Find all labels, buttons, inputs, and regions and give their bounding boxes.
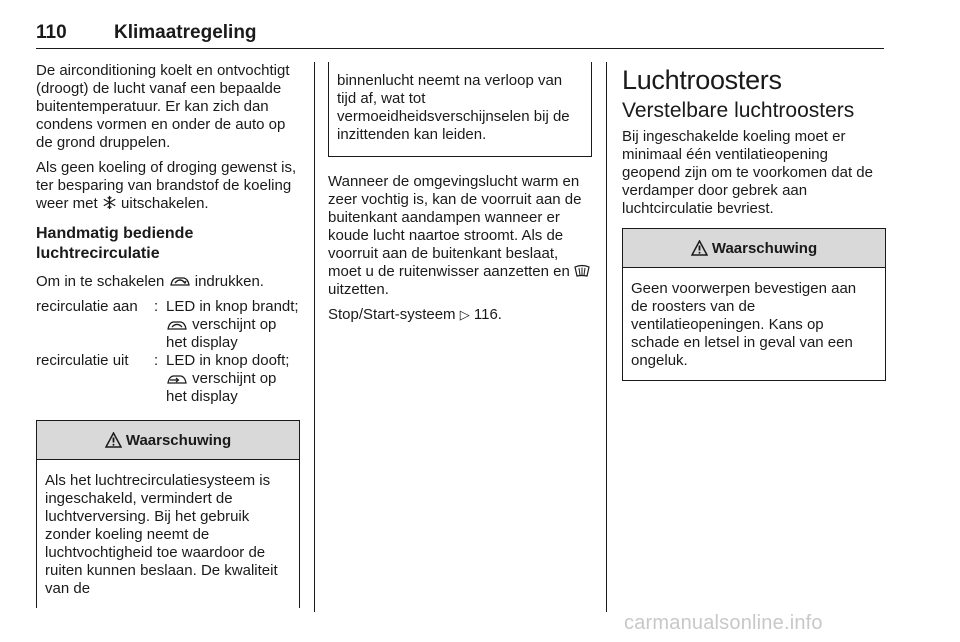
- warning-triangle-icon: [691, 240, 708, 256]
- definition-row: [36, 298, 300, 352]
- column-1: [36, 62, 300, 608]
- page-number: 110: [36, 22, 67, 43]
- paragraph-text: Stop/Start-systeem: [328, 306, 456, 323]
- recirculation-button-icon: [169, 275, 191, 288]
- definition-term: recirculatie aan: [36, 298, 138, 315]
- warning-box-vents: [622, 228, 886, 381]
- warning-text: Als het luchtrecirculatiesysteem is ingeschakeld, vermindert de luchtverversing. Bij het gebruik zonder koeling neemt de luchtvochtigheid toe waardoor de ruiten kunnen beslaan. De kwaliteit van de: [45, 472, 278, 597]
- paragraph-airco-off: [36, 159, 300, 213]
- section-heading-recirculation: Handmatig bediende luchtrecirculatie: [36, 225, 194, 262]
- section-title-air-vents: Luchtroosters: [622, 65, 782, 95]
- page-reference-link[interactable]: 116.: [473, 306, 502, 323]
- warning-title: Waarschuwing: [125, 431, 232, 449]
- paragraph-text: Om in te schakelen: [36, 273, 165, 290]
- column-2: [328, 62, 592, 331]
- page-reference-arrow-icon: ▷: [459, 307, 470, 322]
- snowflake-icon: [102, 195, 117, 210]
- definition-description: [166, 298, 300, 352]
- definition-colon: :: [154, 352, 159, 369]
- warning-title: Waarschuwing: [711, 239, 818, 257]
- column-3: [622, 62, 886, 381]
- warning-triangle-icon: [105, 432, 122, 448]
- column-divider-1: [314, 62, 315, 612]
- definition-description: [166, 352, 300, 406]
- paragraph-recirc-on: [36, 273, 300, 291]
- paragraph-cross-reference: [328, 306, 592, 324]
- paragraph-airco-intro: De airconditioning koelt en ontvochtigt (droogt) de lucht vanaf een bepaalde buitentemperatuur. Er kan zich dan condens vormen en onder de auto op de grond druppelen.: [36, 62, 290, 151]
- warning-box-continued: binnenlucht neemt na verloop van tijd af, wat tot vermoeidheidsverschijnselen bij de inzittenden kan leiden.: [328, 62, 592, 157]
- watermark: carmanualsonline.info: [624, 612, 823, 634]
- recirculation-on-display-icon: [166, 319, 188, 331]
- definition-text: verschijnt op het display: [166, 370, 277, 405]
- recirculation-definitions: [36, 298, 300, 406]
- warning-text: Geen voorwerpen bevestigen aan de roosters van de ventilatieopeningen. Kans op schade en letsel in geval van een ongeluk.: [631, 280, 857, 369]
- paragraph-text: uitschakelen.: [121, 195, 209, 212]
- definition-text: LED in knop dooft;: [166, 352, 290, 369]
- warning-header: [623, 229, 885, 268]
- definition-term: recirculatie uit: [36, 352, 129, 369]
- paragraph-windscreen-fog: [328, 173, 592, 299]
- definition-row: [36, 352, 300, 406]
- definition-text: verschijnt op het display: [166, 316, 277, 351]
- definition-colon: :: [154, 298, 159, 315]
- definition-text: LED in knop brandt;: [166, 298, 299, 315]
- fresh-air-display-icon: [166, 373, 188, 385]
- subsection-title-adjustable-vents: Verstelbare luchtroosters: [622, 99, 855, 122]
- windscreen-wiper-icon: [574, 264, 590, 278]
- column-divider-2: [606, 62, 607, 612]
- paragraph-text: Wanneer de omgevingslucht warm en zeer vochtig is, kan de voorruit aan de buitenkant aandampen wanneer er koude lucht naartoe stroomt. Als de voorruit aan de buitenkant beslaat, moet u de ruitenwisser aanzetten en: [328, 173, 582, 280]
- page-header: [36, 8, 884, 49]
- paragraph-text: Als geen koeling of droging gewenst is, ter besparing van brandstof de koeling weer met: [36, 159, 297, 212]
- paragraph-vents: Bij ingeschakelde koeling moet er minimaal één ventilatieopening geopend zijn om te voorkomen dat de verdamper door gebrek aan luchtcirculatie bevriest.: [622, 128, 873, 217]
- paragraph-text: indrukken.: [194, 273, 264, 290]
- paragraph-text: uitzetten.: [328, 281, 389, 298]
- warning-box-recirculation: [36, 420, 300, 608]
- chapter-title: Klimaatregeling: [114, 22, 257, 43]
- warning-header: [37, 421, 299, 460]
